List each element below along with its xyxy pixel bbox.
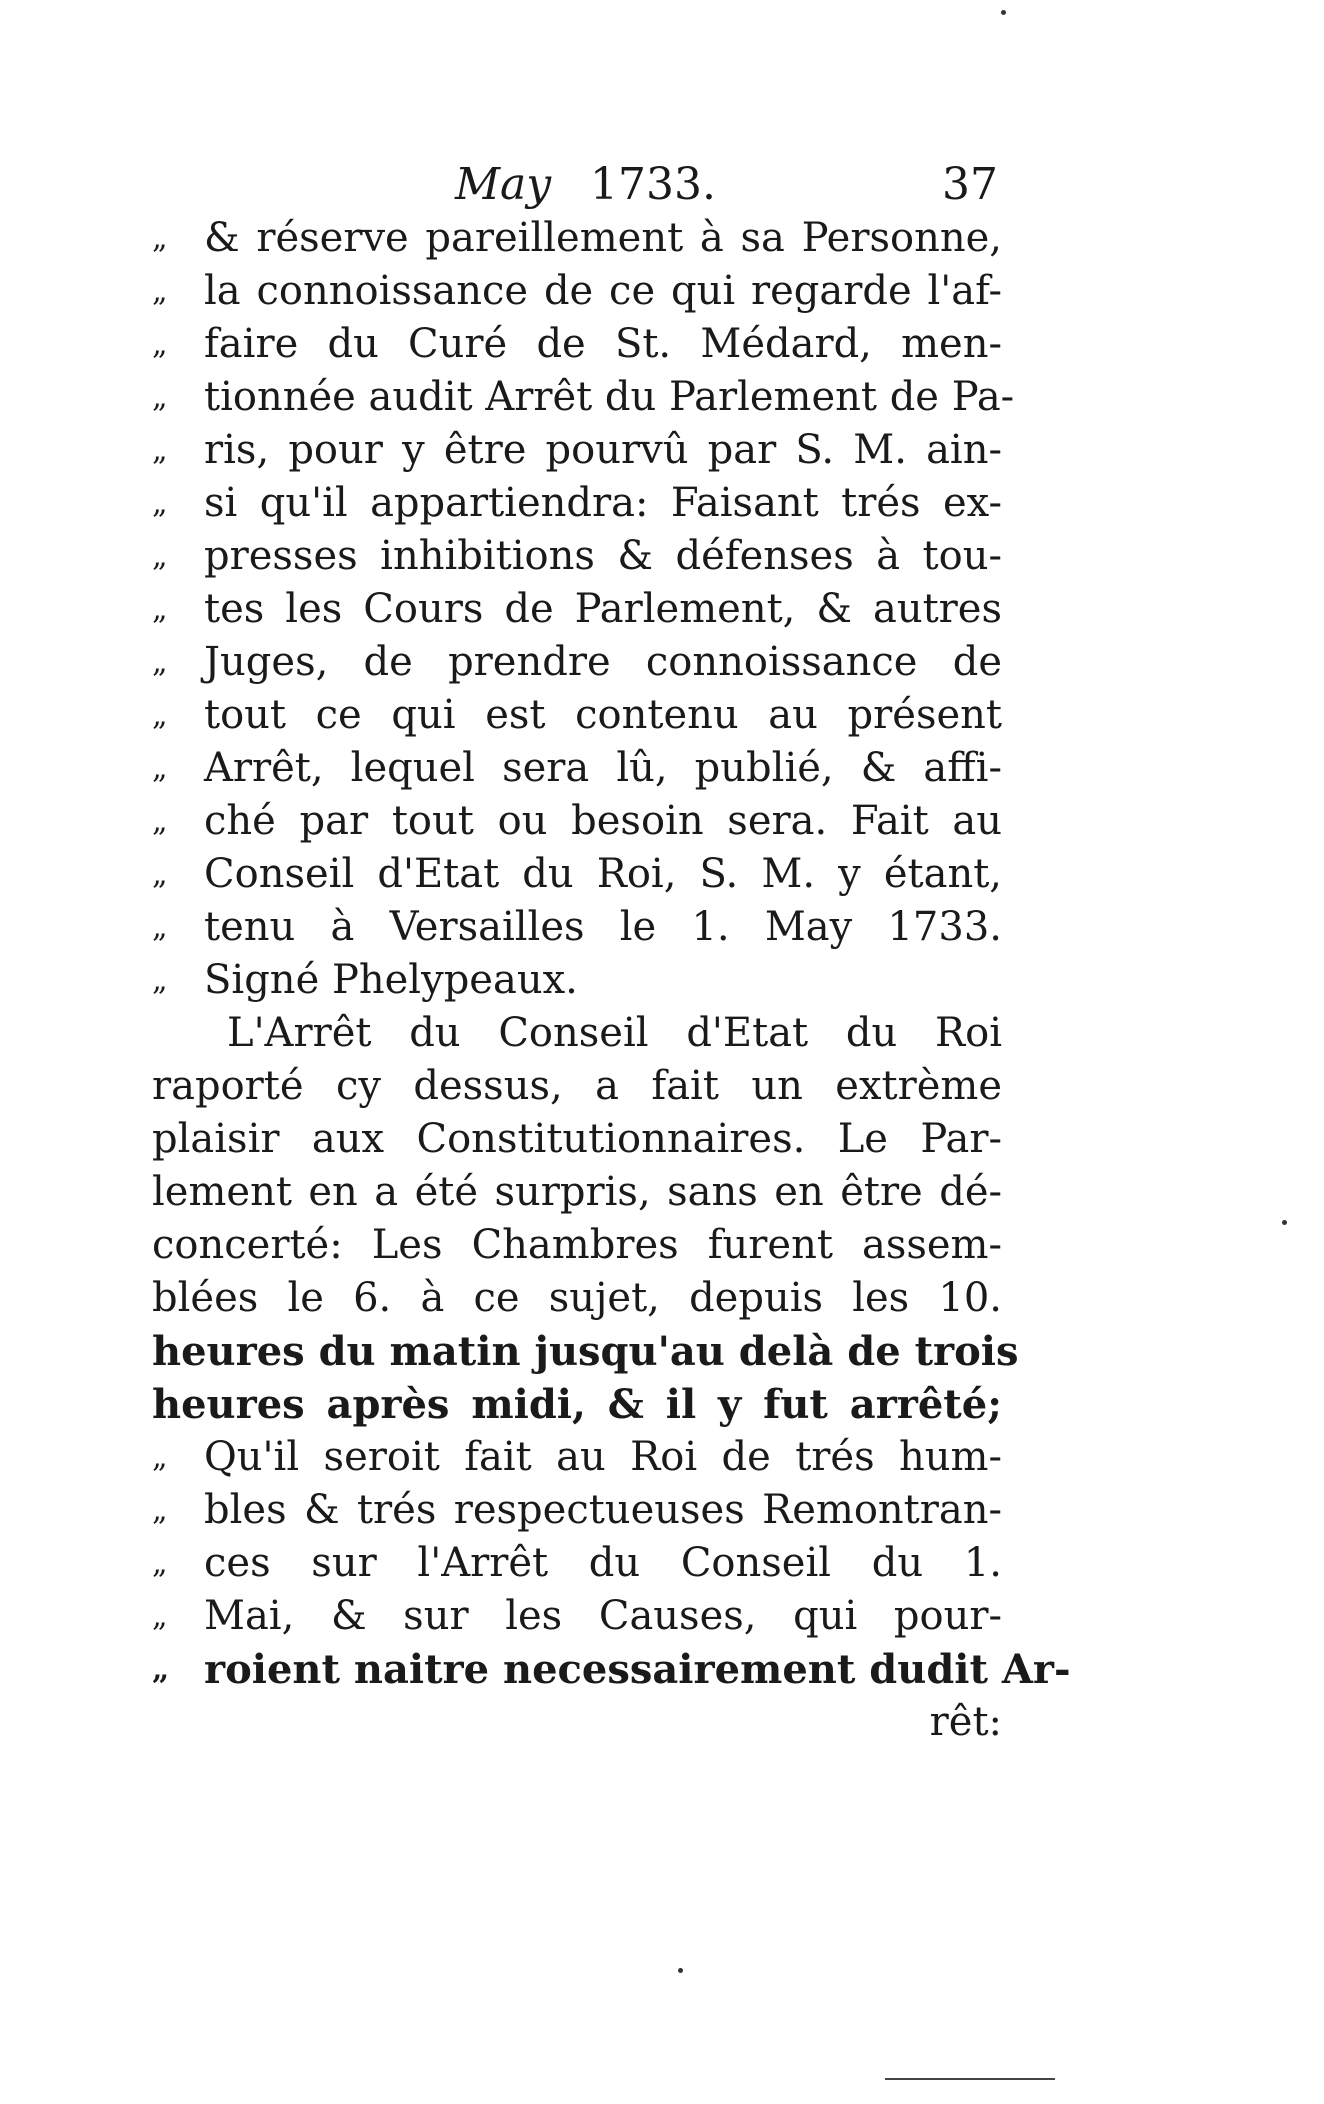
- line-text: raporté cy dessus, a fait un extrème: [152, 1063, 1002, 1109]
- text-line: [152, 1219, 1002, 1272]
- text-line: [152, 1007, 1002, 1060]
- text-line: [152, 424, 1002, 477]
- quote-mark: „: [152, 1440, 168, 1475]
- text-line: [152, 265, 1002, 318]
- line-text: Signé Phelypeaux.: [204, 957, 578, 1003]
- quote-mark: „: [152, 645, 168, 680]
- text-line: [152, 371, 1015, 424]
- quote-mark: „: [152, 804, 168, 839]
- line-text: ris, pour y être pourvû par S. M. ain-: [204, 427, 1002, 473]
- text-line: [152, 689, 1002, 742]
- running-head-year: 1733.: [590, 159, 716, 210]
- line-text: ché par tout ou besoin sera. Fait au: [204, 798, 1002, 844]
- text-line: [152, 1113, 1002, 1166]
- text-line: [152, 636, 1002, 689]
- bottom-rule: [885, 2078, 1055, 2080]
- running-head-title: May: [455, 159, 552, 210]
- line-text: bles & trés respectueuses Remontran-: [204, 1487, 1002, 1533]
- quote-mark: „: [152, 963, 168, 998]
- text-line: [152, 848, 1002, 901]
- text-line: [152, 795, 1002, 848]
- quote-mark: „: [152, 486, 168, 521]
- ink-speck: [1282, 1220, 1287, 1225]
- running-head: [200, 150, 1000, 220]
- quote-mark: „: [152, 1599, 168, 1634]
- line-text: tout ce qui est contenu au présent: [204, 692, 1002, 738]
- line-text: faire du Curé de St. Médard, men-: [204, 321, 1002, 367]
- line-text: si qu'il appartiendra: Faisant trés ex-: [204, 480, 1002, 526]
- line-text: plaisir aux Constitutionnaires. Le Par-: [152, 1116, 1002, 1162]
- quote-mark: „: [152, 274, 168, 309]
- text-line: [152, 530, 1002, 583]
- text-line: [152, 1378, 1002, 1431]
- line-text: Juges, de prendre connoissance de: [204, 639, 1002, 685]
- line-text: tionnée audit Arrêt du Parlement de Pa-: [204, 374, 1015, 420]
- line-text: Conseil d'Etat du Roi, S. M. y étant,: [204, 851, 1002, 897]
- line-text: Mai, & sur les Causes, qui pour-: [204, 1593, 1002, 1639]
- text-line: [152, 1272, 1002, 1325]
- quote-mark: „: [152, 592, 168, 627]
- quote-mark: „: [152, 1546, 168, 1581]
- text-line: [152, 1166, 1002, 1219]
- text-line: [152, 1484, 1002, 1537]
- line-text: L'Arrêt du Conseil d'Etat du Roi: [227, 1010, 1002, 1056]
- text-line: [152, 1060, 1002, 1113]
- line-text: & réserve pareillement à sa Personne,: [204, 215, 1002, 261]
- quote-mark: „: [152, 1652, 170, 1687]
- line-text: lement en a été surpris, sans en être dé-: [152, 1169, 1002, 1215]
- quote-mark: „: [152, 751, 168, 786]
- page-number: 37: [942, 159, 998, 210]
- quote-mark: „: [152, 539, 168, 574]
- line-text: heures après midi, & il y fut arrêté;: [152, 1381, 1002, 1428]
- ink-speck: [1001, 10, 1006, 15]
- text-line: [152, 1537, 1002, 1590]
- ink-speck: [678, 1968, 683, 1973]
- quote-mark: „: [152, 1493, 168, 1528]
- line-text: la connoissance de ce qui regarde l'af-: [204, 268, 1002, 314]
- text-line: [152, 477, 1002, 530]
- quote-mark: „: [152, 221, 168, 256]
- text-line: [152, 954, 1002, 1007]
- body-text: [152, 212, 1071, 1749]
- text-line: [152, 583, 1002, 636]
- line-text: ces sur l'Arrêt du Conseil du 1.: [204, 1540, 1002, 1586]
- text-line: [152, 901, 1002, 954]
- line-text: Arrêt, lequel sera lû, publié, & affi-: [204, 745, 1002, 791]
- text-line: [152, 1431, 1002, 1484]
- text-line: [152, 1325, 1019, 1378]
- line-text: tenu à Versailles le 1. May 1733.: [204, 904, 1002, 950]
- line-text: concerté: Les Chambres furent assem-: [152, 1222, 1002, 1268]
- line-text: heures du matin jusqu'au delà de trois: [152, 1328, 1019, 1375]
- line-text: roient naitre necessairement dudit Ar-: [204, 1646, 1071, 1693]
- line-text: Qu'il seroit fait au Roi de trés hum-: [204, 1434, 1002, 1480]
- quote-mark: „: [152, 380, 168, 415]
- line-text: tes les Cours de Parlement, & autres: [204, 586, 1002, 632]
- quote-mark: „: [152, 327, 168, 362]
- quote-mark: „: [152, 433, 168, 468]
- text-line: [152, 212, 1002, 265]
- quote-mark: „: [152, 698, 168, 733]
- line-text: blées le 6. à ce sujet, depuis les 10.: [152, 1275, 1002, 1321]
- line-text: presses inhibitions & défenses à tou-: [204, 533, 1002, 579]
- text-line: [152, 1643, 1071, 1696]
- line-text: rêt:: [929, 1699, 1002, 1745]
- text-line: [152, 1590, 1002, 1643]
- text-line: [152, 318, 1002, 371]
- text-line: [152, 742, 1002, 795]
- quote-mark: „: [152, 857, 168, 892]
- text-line: [152, 1696, 1002, 1749]
- quote-mark: „: [152, 910, 168, 945]
